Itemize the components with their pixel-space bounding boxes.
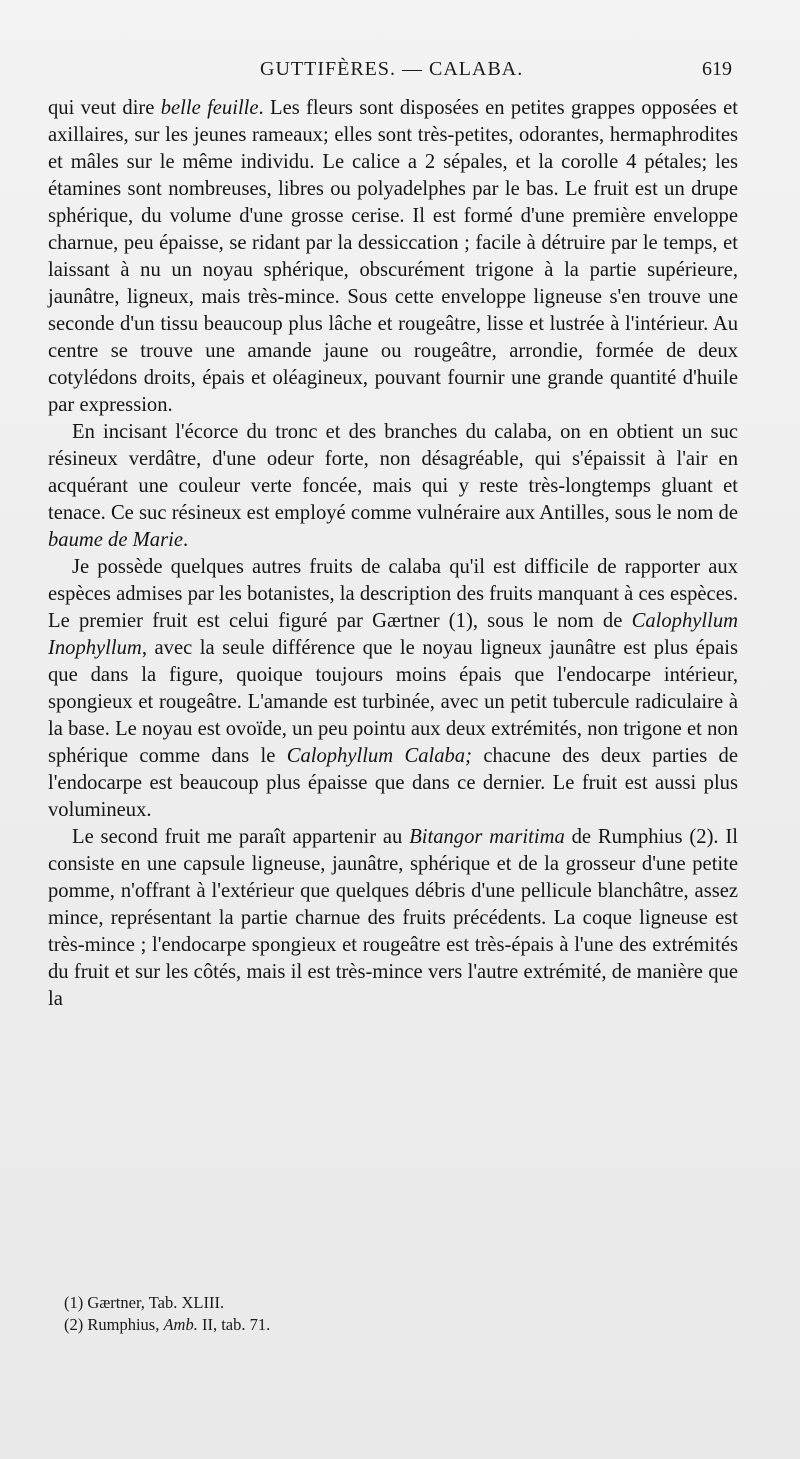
text-segment: qui veut dire (48, 97, 161, 119)
italic-segment: Bitangor maritima (409, 826, 565, 848)
running-title: GUTTIFÈRES. — CALABA. (260, 58, 524, 80)
footnote-text: (2) Rumphius, (64, 1315, 164, 1334)
footnote-text: (1) Gærtner, Tab. XLIII. (64, 1293, 225, 1312)
text-segment: , avec la seule différence que le noyau ligneux jaunâtre est plus épais que dans la figure, quoique toujours moins épais que l'endocarpe intérieur, spongieux et rougeâtre. L'amande est turbinée, avec un petit tubercule radiculaire à la base. Le noyau est ovoïde, un peu pointu aux deux extrémités, non trigone et non sphérique comme dans le (48, 637, 738, 767)
paragraph-2 (48, 419, 738, 554)
italic-segment: Calophyllum Calaba; (286, 745, 472, 767)
footnote-italic: Amb. (163, 1315, 198, 1334)
footnote-text: II, tab. 71. (197, 1315, 271, 1334)
page-number: 619 (702, 58, 732, 80)
text-segment: . Les fleurs sont disposées en petites grappes opposées et axillaires, sur les jeunes rameaux; elles sont très-petites, odorantes, hermaphrodites et mâles sur le même individu. Le calice a 2 sépales, et la corolle 4 pétales; les étamines sont nombreuses, libres ou polyadelphes par le bas. Le fruit est un drupe sphérique, du volume d'une grosse cerise. Il est formé d'une première enveloppe charnue, peu épaisse, se ridant par la dessiccation ; facile à détruire par le temps, et laissant à nu un noyau sphérique, obscurément trigone à la partie supérieure, jaunâtre, ligneux, mais très-mince. Sous cette enveloppe ligneuse s'en trouve une seconde d'un tissu beaucoup plus lâche et rougeâtre, lisse et lustrée à l'intérieur. Au centre se trouve une amande jaune ou rougeâtre, arrondie, formée de deux cotylédons droits, épais et oléagineux, pouvant fournir une grande quantité d'huile par expression. (48, 97, 738, 416)
italic-segment: belle feuille (160, 97, 259, 119)
footnotes (64, 1292, 724, 1336)
text-segment: chacune des deux parties de l'endocarpe est beaucoup plus épaisse que dans ce dernier. Le fruit est aussi plus volumineux. (48, 745, 738, 821)
paragraph-3 (48, 554, 738, 824)
italic-segment: Calophyllum Inophyllum (48, 610, 738, 659)
running-head (0, 58, 800, 88)
text-segment: de Rumphius (2). Il consiste en une capsule ligneuse, jaunâtre, sphérique et de la grosseur d'une petite pomme, n'offrant à l'extérieur que quelques débris d'une pellicule blanchâtre, assez mince, représentant la partie charnue des fruits précédents. La coque ligneuse est très-mince ; l'endocarpe spongieux et rougeâtre est très-épais à l'une des extrémités du fruit et sur les côtés, mais il est très-mince vers l'autre extrémité, de manière que la (48, 826, 738, 1010)
body-text (48, 95, 738, 1013)
footnote-2 (64, 1314, 724, 1336)
text-segment: Le second fruit me paraît appartenir au (72, 826, 410, 848)
text-segment: En incisant l'écorce du tronc et des branches du calaba, on en obtient un suc résineux verdâtre, d'une odeur forte, non désagréable, qui s'épaissit à l'air en acquérant une couleur verte foncée, mais qui y reste très-longtemps gluant et tenace. Ce suc résineux est employé comme vulnéraire aux Antilles, sous le nom de (48, 421, 738, 524)
paragraph-4 (48, 824, 738, 1013)
paragraph-1 (48, 95, 738, 419)
text-segment: . (182, 529, 189, 551)
italic-segment: baume de Marie (48, 529, 183, 551)
footnote-1 (64, 1292, 724, 1314)
text-segment: Je possède quelques autres fruits de calaba qu'il est difficile de rapporter aux espèces admises par les botanistes, la description des fruits manquant à ces espèces. Le premier fruit est celui figuré par Gærtner (1), sous le nom de (48, 556, 738, 632)
